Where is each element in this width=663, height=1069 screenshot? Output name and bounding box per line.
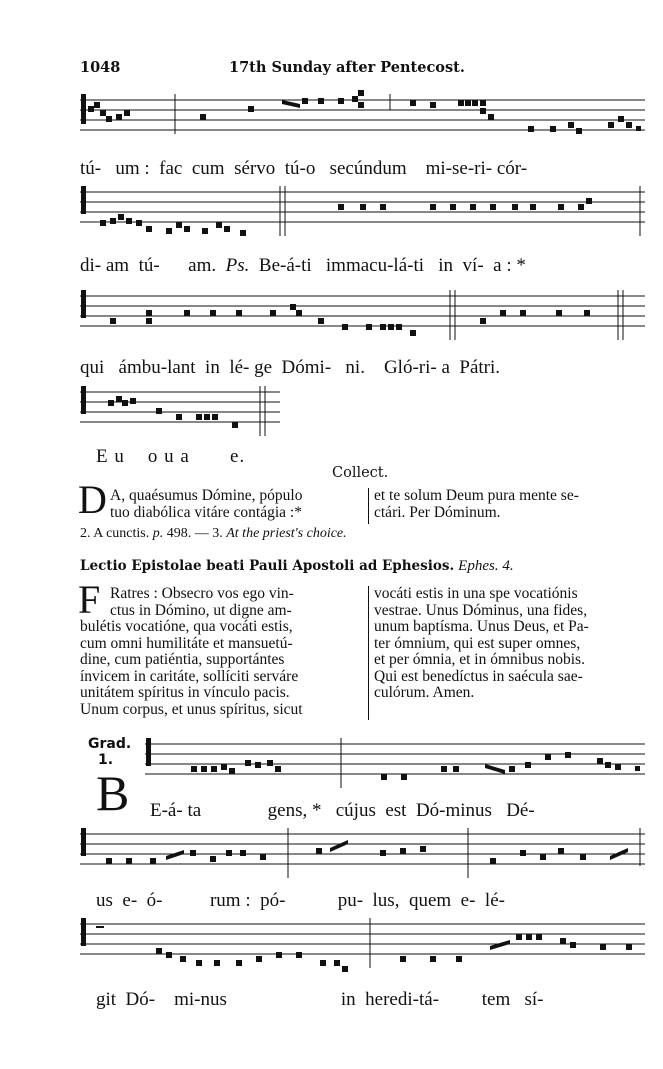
lyric-line-2-b: Be-á-ti immacu-lá-ti in ví- a : * (249, 255, 526, 276)
lesson-right-column (374, 586, 589, 702)
collect-right-line-1: et te solum Deum pura mente se- (374, 487, 579, 504)
lesson-left-line-5: dine, cum patiéntia, supportántes (80, 651, 285, 668)
chant-staff-5 (145, 736, 645, 796)
do-clef-icon (81, 290, 86, 318)
lesson-right-line-4: ter ómnium, qui est super omnes, (374, 634, 581, 652)
chant-staff-3 (80, 288, 645, 348)
gradual-label: Grad. (88, 736, 132, 752)
collect-left-column (110, 488, 302, 521)
lesson-right-line-5: et per ómnia, et in ómnibus nobis. (374, 651, 585, 668)
lesson-right-line-7: culórum. Amen. (374, 684, 475, 701)
lesson-left-line-7: unitátem spíritus in vínculo pacis. (80, 684, 290, 701)
lesson-left-line-2: ctus in Dómino, ut digne am- (110, 601, 292, 619)
lesson-right-line-3: unum baptísma. Unus Deus, et Pa- (374, 618, 589, 635)
gradual-dropcap: B (96, 765, 130, 821)
chant-staff-6 (80, 826, 645, 886)
lyric-line-1: tú- um : fac cum sérvo tú-o secúndum mi-se-ri- cór- (80, 158, 528, 179)
lesson-right-line-2: vestrae. Unus Dóminus, una fides, (374, 601, 588, 619)
lesson-left-line-3: bulétis vocatióne, qua vocáti estis, (80, 618, 293, 635)
do-clef-icon (81, 918, 86, 946)
gradual-lyric-line-3: git Dó- mi-nus in heredi-tá- tem sí- (96, 989, 544, 1010)
collect-dropcap: D (78, 477, 107, 522)
collect-column-divider (368, 488, 369, 524)
lyric-line-3: qui ámbu-lant in lé- ge Dómi- ni. Gló-ri- a Pátri. (80, 357, 501, 378)
collect-footnote (80, 526, 347, 542)
page-number: 1048 (80, 59, 121, 76)
lesson-left-line-6: ínvicem in caritáte, sollíciti serváre (80, 667, 299, 685)
lyric-line-2 (80, 255, 526, 277)
neumes (81, 90, 641, 134)
chant-staff-7 (80, 916, 645, 976)
lesson-title: Lectio Epistolae beati Pauli Apostoli ad Ephesios. (80, 558, 455, 574)
collect-left-line-1: A, quaésumus Dómine, pópulo (110, 487, 303, 504)
gradual-lyric-line-1: E-á- ta gens, * cújus est Dó-minus Dé- (150, 800, 535, 821)
footnote-part-c: At the priest's choice. (226, 526, 347, 541)
do-clef-icon (81, 828, 86, 856)
lesson-right-line-1: vocáti estis in una spe vocatiónis (374, 585, 578, 602)
psalm-abbrev: Ps. (225, 255, 250, 276)
lyric-line-4: E u o u a e. (96, 446, 246, 467)
footnote-part-a: 2. A cunctis. (80, 526, 153, 541)
chant-staff-4 (80, 384, 280, 444)
lesson-ref: Ephes. 4. (458, 558, 514, 574)
running-title: 17th Sunday after Pentecost. (229, 59, 465, 76)
lesson-column-divider (368, 586, 369, 720)
lesson-left-line-1: Ratres : Obsecro vos ego vin- (110, 585, 294, 602)
do-clef-icon (81, 386, 86, 414)
chant-staff-2 (80, 182, 645, 242)
gradual-lyric-line-2: us e- ó- rum : pó- pu- lus, quem e- lé- (96, 890, 505, 911)
lesson-heading (80, 557, 514, 575)
collect-right-line-2: ctári. Per Dóminum. (374, 503, 501, 521)
chant-staff-1 (80, 86, 645, 146)
lesson-left-line-4: cum omni humilitáte et mansuetú- (80, 634, 293, 652)
footnote-p: p. (152, 526, 164, 541)
do-clef-icon (81, 186, 86, 214)
collect-left-line-2: tuo diabólica vitáre contágia :* (110, 503, 302, 521)
do-clef-icon (146, 738, 151, 766)
lesson-dropcap: F (78, 577, 101, 622)
lesson-left-line-8: Unum corpus, et unus spíritus, sicut (80, 700, 303, 718)
footnote-part-b: 498. — 3. (163, 526, 227, 541)
gradual-number: 1. (98, 752, 114, 768)
lyric-line-2-a: di- am tú- am. (80, 255, 226, 276)
collect-title: Collect. (332, 465, 389, 481)
do-clef-icon (81, 94, 86, 124)
lesson-left-column (80, 586, 363, 718)
lesson-right-line-6: Qui est benedíctus in saécula sae- (374, 667, 583, 685)
collect-right-column (374, 488, 579, 521)
